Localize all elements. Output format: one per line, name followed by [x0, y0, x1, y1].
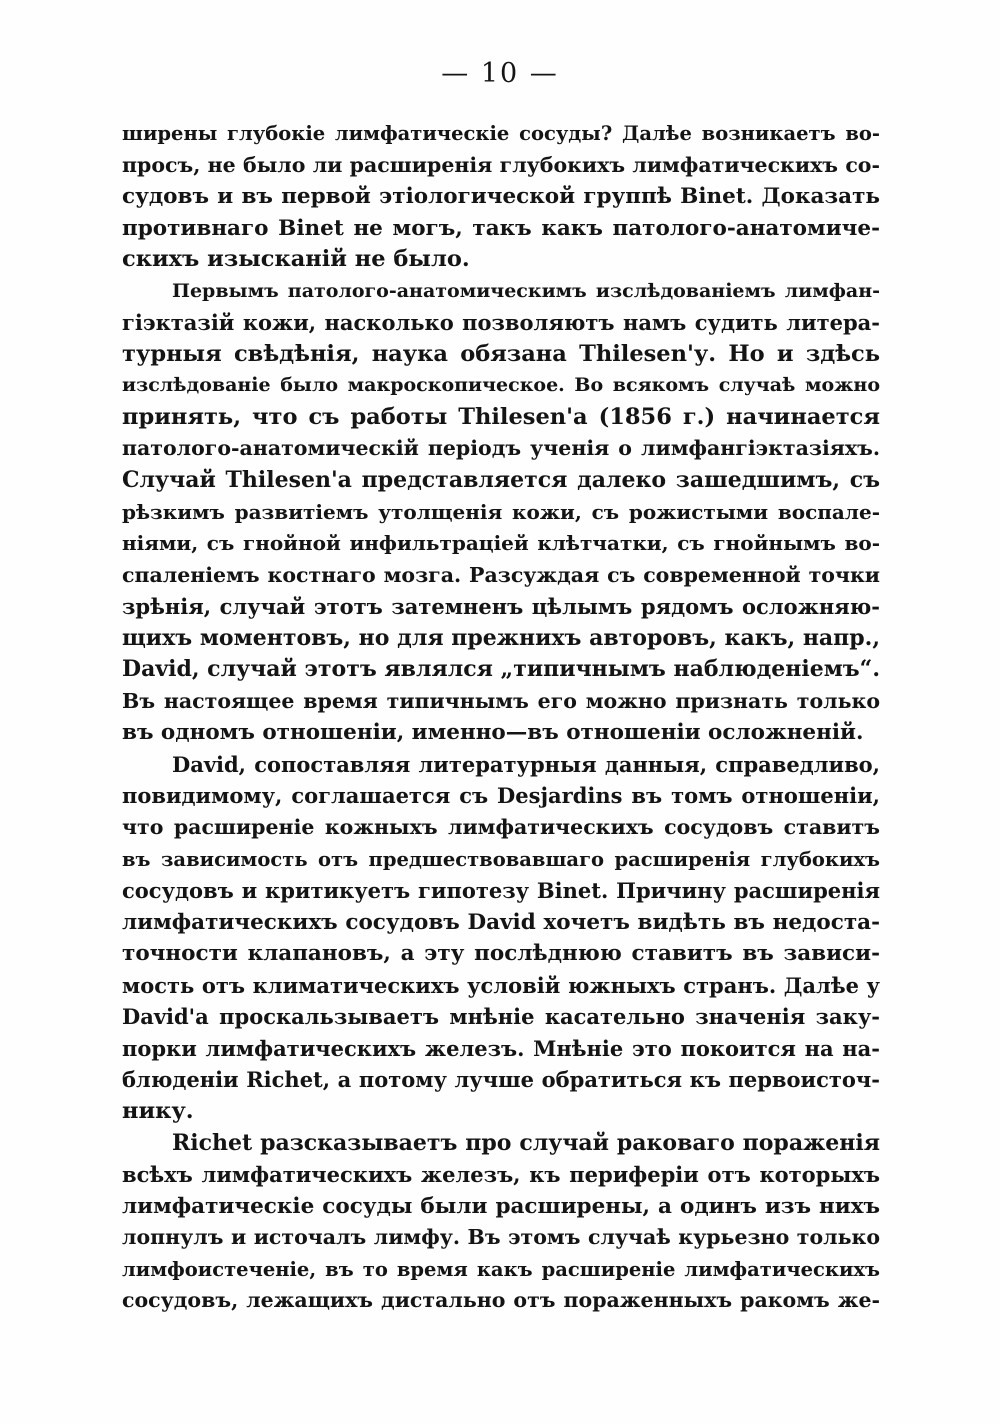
text-line: принять, что съ работы Thilesen'а (1856 г.) начинается — [122, 403, 880, 430]
text-line: противнаго Binet не могъ, такъ какъ патолого-анатомиче- — [122, 215, 880, 241]
text-line: въ зависимость отъ предшествовавшаго расширенія глубокихъ — [122, 847, 880, 871]
text-line: просъ, не было ли расширенія глубокихъ лимфатическихъ со- — [122, 152, 880, 177]
text-line: турныя свѣдѣнія, наука обязана Thilesen'у. Но и здѣсь — [122, 340, 880, 367]
text-line: Въ настоящее время типичнымъ его можно признать только — [122, 688, 880, 713]
text-line: изслѣдованіе было макроскопическое. Во всякомъ случаѣ можно — [122, 374, 880, 397]
text-line: мость отъ климатическихъ условій южныхъ странъ. Далѣе у — [122, 972, 880, 998]
text-line: ширены глубокіе лимфатическіе сосуды? Далѣе возникаетъ во- — [122, 122, 880, 145]
text-line: спаленіемъ костнаго мозга. Разсуждая съ современной точки — [122, 562, 880, 587]
text-line: лопнулъ и источалъ лимфу. Въ этомъ случаѣ курьезно только — [122, 1225, 880, 1250]
text-line: зрѣнія, случай этотъ затемненъ цѣлымъ рядомъ осложняю- — [122, 594, 880, 620]
text-line: Первымъ патолого-анатомическимъ изслѣдованіемъ лимфан- — [172, 279, 880, 302]
text-line: порки лимфатическихъ железъ. Мнѣніе это покоится на на- — [122, 1035, 880, 1061]
text-line: блюденіи Richet, а потому лучше обратиться къ первоисточ- — [122, 1067, 880, 1093]
text-line: рѣзкимъ развитіемъ утолщенія кожи, съ рожистыми воспале- — [122, 499, 880, 524]
text-line: сосудовъ и критикуетъ гипотезу Binet. Причину расширенія — [122, 878, 880, 904]
text-line: лимфатическіе сосуды были расширены, а одинъ изъ нихъ — [122, 1193, 880, 1219]
text-line: Richet разсказываетъ про случай раковаго пораженія — [172, 1129, 880, 1156]
text-line: всѣхъ лимфатическихъ железъ, къ периферіи отъ которыхъ — [122, 1162, 880, 1188]
text-line: сосудовъ, лежащихъ дистально отъ пораженныхъ ракомъ же- — [122, 1288, 880, 1313]
text-line: David'а проскальзываетъ мнѣніе касательно значенія заку- — [122, 1004, 880, 1030]
text-line: точности клапановъ, а эту послѣднюю ставитъ въ зависи- — [122, 941, 880, 967]
text-line: гіэктазій кожи, насколько позволяютъ намъ судить литера- — [122, 310, 880, 336]
text-line: David, сопоставляя литературныя данныя, справедливо, — [172, 751, 880, 777]
text-line: повидимому, соглашается съ Desjardins въ томъ отношеніи, — [122, 783, 880, 809]
text-line: лимфоистеченіе, въ то время какъ расширеніе лимфатическихъ — [122, 1257, 880, 1281]
text-line: David, случай этотъ являлся „типичнымъ наблюденіемъ“. — [122, 656, 880, 683]
text-line: ніями, съ гнойной инфильтраціей клѣтчатки, съ гнойнымъ во- — [122, 531, 880, 556]
body-text — [122, 118, 880, 1317]
text-line: лимфатическихъ сосудовъ David хочетъ видѣть въ недоста- — [122, 909, 880, 935]
text-line: что расширеніе кожныхъ лимфатическихъ сосудовъ ставитъ — [122, 815, 880, 840]
text-line: судовъ и въ первой этіологической группѣ Binet. Доказать — [122, 184, 880, 210]
text-line: въ одномъ отношеніи, именно—въ отношеніи осложненій. — [122, 720, 864, 746]
text-line: нику. — [122, 1097, 194, 1124]
text-line: патолого-анатомическій періодъ ученія о лимфангіэктазіяхъ. — [122, 436, 880, 461]
text-line: Случай Thilesen'а представляется далеко зашедшимъ, съ — [122, 467, 880, 494]
page-number: — 10 — — [441, 58, 559, 89]
text-line: щихъ моментовъ, но для прежнихъ авторовъ, какъ, напр., — [122, 624, 880, 651]
text-line: скихъ изысканій не было. — [122, 246, 470, 273]
